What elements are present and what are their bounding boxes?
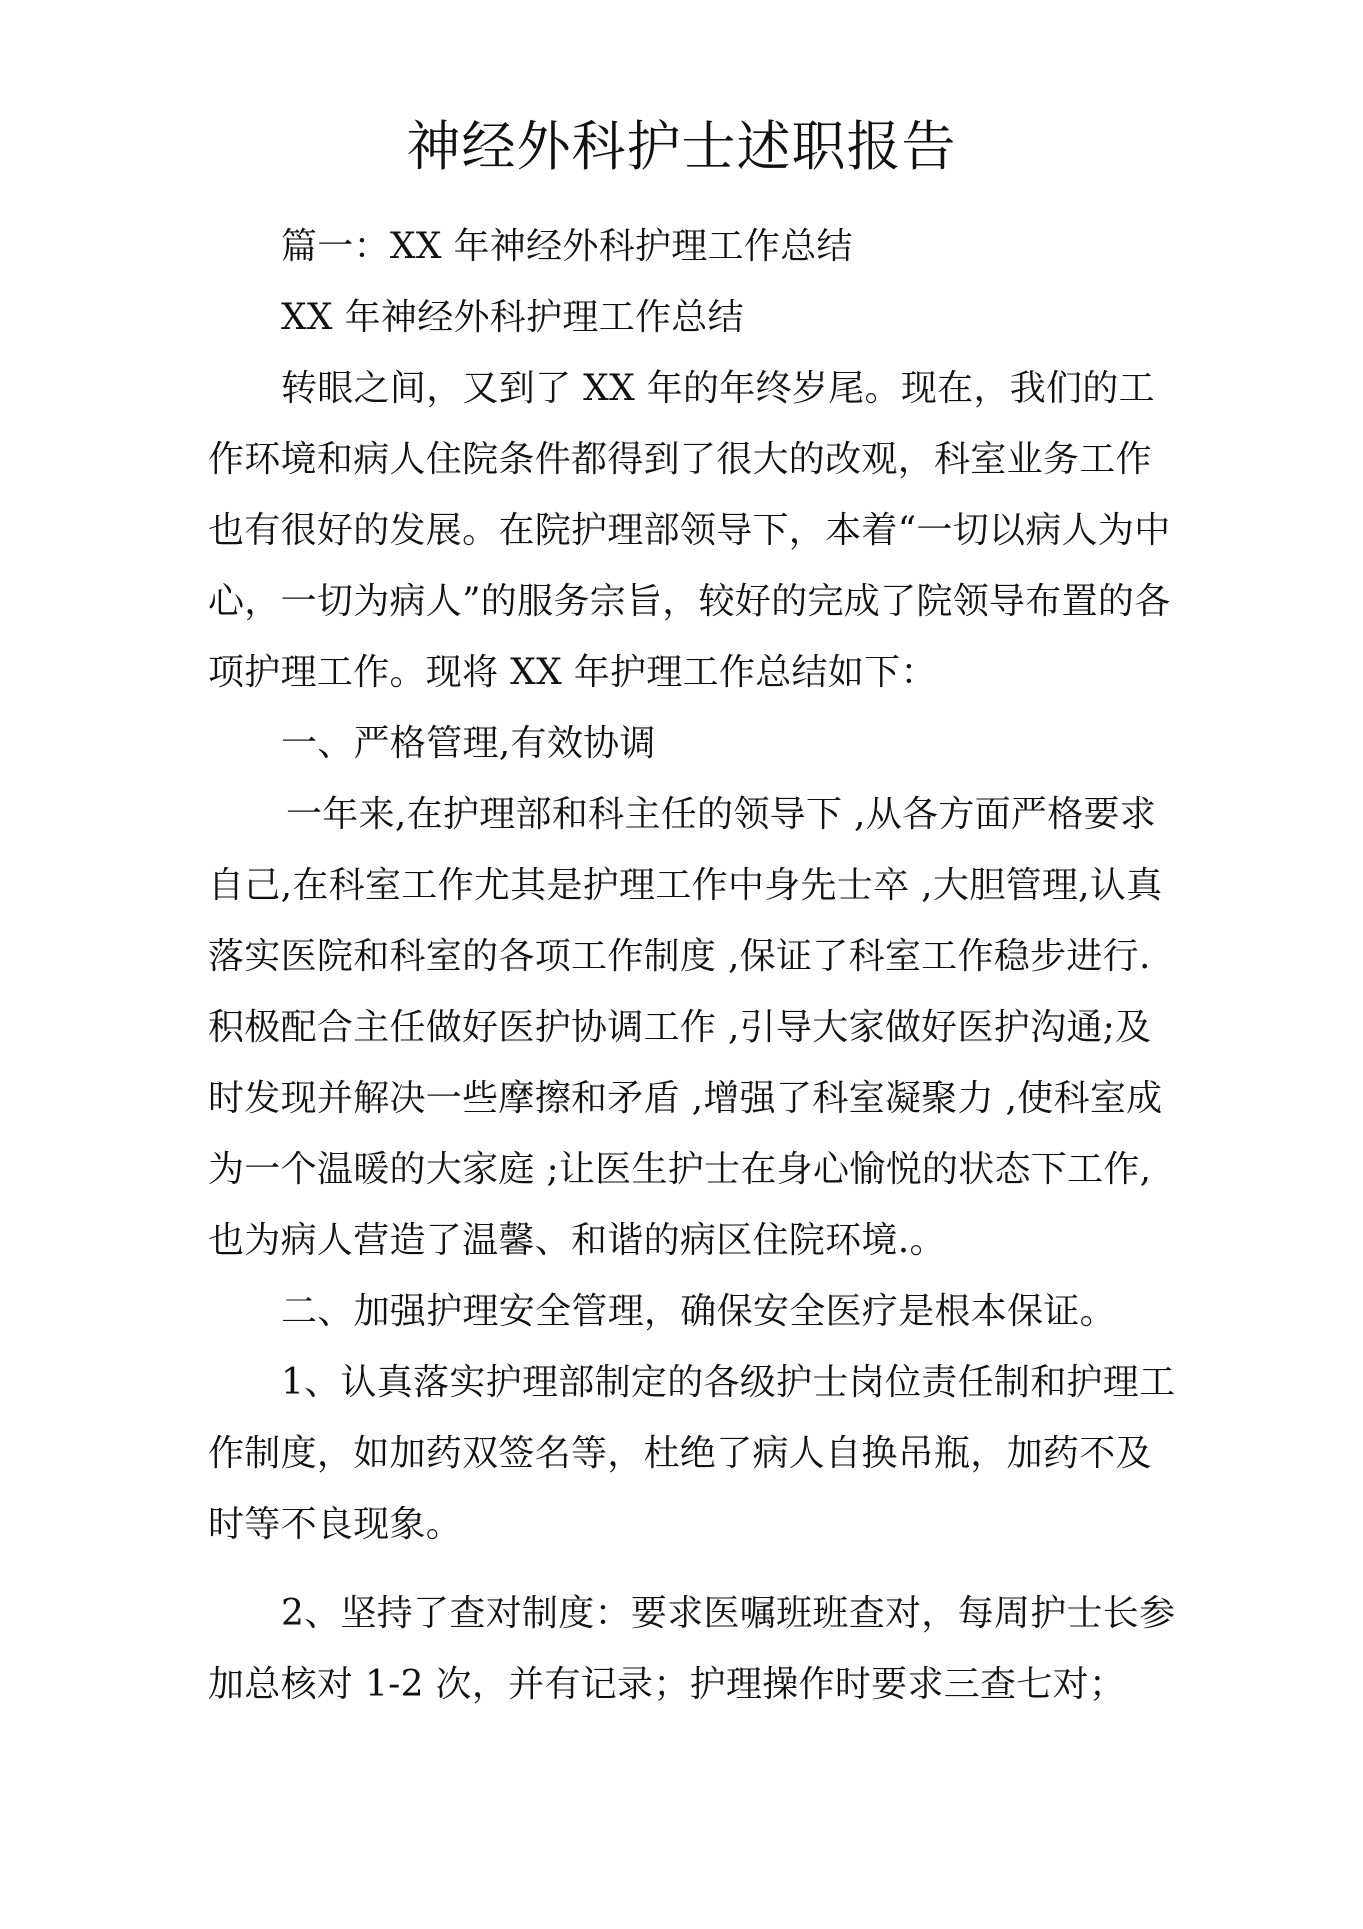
paragraph-subtitle: XX 年神经外科护理工作总结 bbox=[281, 297, 744, 338]
paragraph-item-1: 1、认真落实护理部制定的各级护士岗位责任制和护理工作制度，如加药双签名等，杜绝了病人自换吊瓶，加药不及时等不良现象。 bbox=[208, 1362, 1176, 1545]
document-title: 神经外科护士述职报告 bbox=[406, 115, 957, 178]
section-heading-1: 一、严格管理,有效协调 bbox=[281, 723, 656, 764]
document-body bbox=[208, 211, 1178, 1720]
paragraph-article-heading: 篇一：XX 年神经外科护理工作总结 bbox=[281, 226, 853, 267]
paragraph-item-2: 2、坚持了查对制度：要求医嘱班班查对，每周护士长参加总核对 1-2 次，并有记录；护理操作时要求三查七对； bbox=[208, 1593, 1176, 1705]
paragraph-intro: 转眼之间，又到了 XX 年的年终岁尾。现在，我们的工作环境和病人住院条件都得到了很大的改观，科室业务工作也有很好的发展。在院护理部领导下，本着“一切以病人为中心，一切为病人”的服务宗旨，较好的完成了院领导布置的各项护理工作。现将 XX 年护理工作总结如下： bbox=[208, 368, 1171, 693]
paragraph-section-1: 一年来,在护理部和科主任的领导下 ,从各方面严格要求自己,在科室工作尤其是护理工作中身先士卒 ,大胆管理,认真落实医院和科室的各项工作制度 ,保证了科室工作稳步进行.积极配合主任做好医护协调工作 ,引导大家做好医护沟通;及时发现并解决一些摩擦和矛盾 ,增强了科室凝聚力 ,使科室成为一个温暖的大家庭 ;让医生护士在身心愉悦的状态下工作,也为病人营造了温馨、和谐的病区住院环境.。 bbox=[208, 794, 1163, 1261]
section-heading-2: 二、加强护理安全管理，确保安全医疗是根本保证。 bbox=[281, 1291, 1116, 1332]
